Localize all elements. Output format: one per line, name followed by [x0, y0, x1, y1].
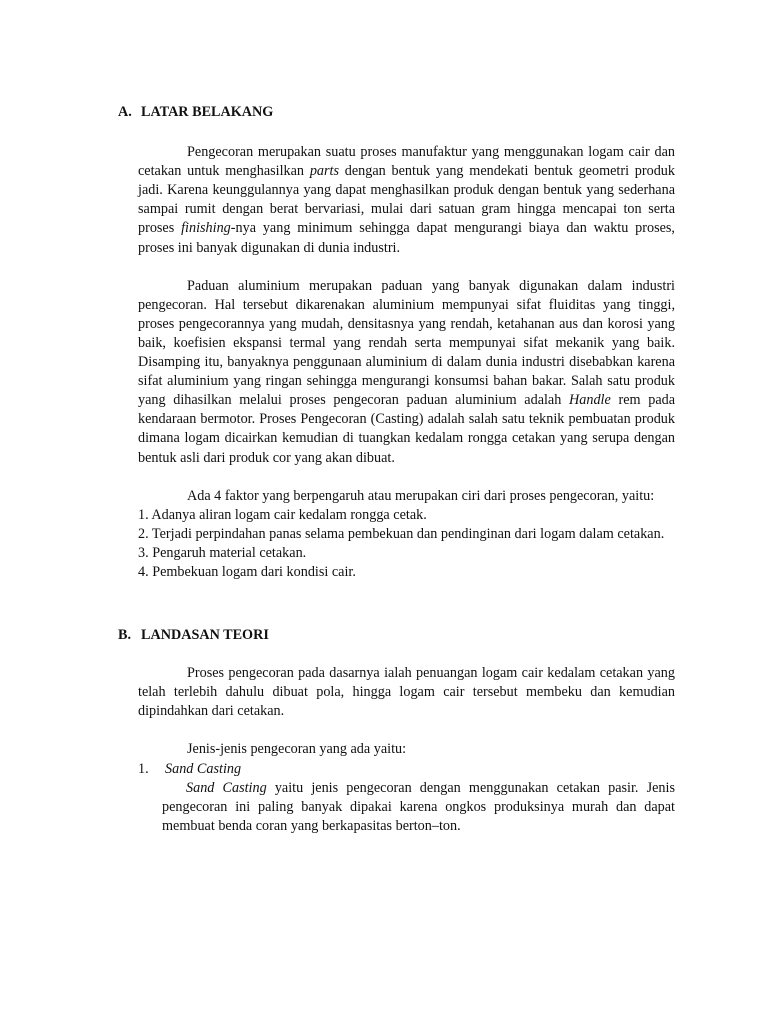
casting-type-paragraph — [162, 779, 675, 836]
italic-term: parts — [309, 163, 339, 180]
factor-list — [138, 506, 675, 582]
section-letter: B. — [118, 627, 132, 644]
casting-type-list — [138, 760, 675, 836]
paragraph-latar-3: Ada 4 faktor yang berpengaruh atau merupakan ciri dari proses pengecoran, yaitu: — [187, 487, 655, 504]
paragraph-latar-2 — [138, 277, 675, 468]
text-segment: -nya yang minimum sehingga dapat mengurangi biaya dan waktu proses, proses ini banyak digunakan di dunia industri. — [138, 220, 675, 256]
text-segment: dengan bentuk yang mendekati bentuk geometri produk jadi. Karena keunggulannya yang dapat menghasilkan produk dengan bentuk yang sederhana sampai rumit dengan berat bervariasi, mulai dari satuan gram hingga mencapai ton serta proses — [138, 163, 675, 237]
factor-item: 1. Adanya aliran logam cair kedalam rongga cetak. — [138, 506, 427, 523]
section-heading-b — [118, 626, 655, 645]
section-letter: A. — [118, 104, 132, 120]
factor-item: 4. Pembekuan logam dari kondisi cair. — [138, 563, 356, 580]
factor-item: 3. Pengaruh material cetakan. — [138, 544, 307, 561]
casting-type-number: 1. — [138, 760, 149, 777]
text-segment: Pengecoran merupakan suatu proses manufaktur yang menggunakan logam cair dan cetakan untuk menghasilkan — [138, 144, 675, 180]
paragraph-latar-1 — [138, 143, 675, 258]
text-segment: yaitu jenis pengecoran dengan menggunakan cetakan pasir. Jenis pengecoran ini paling banyak dipakai karena ongkos produksinya murah dan dapat membuat benda coran yang berkapasitas berton–ton. — [162, 779, 675, 834]
paragraph-landasan-2: Jenis-jenis pengecoran yang ada yaitu: — [187, 741, 407, 758]
casting-type-description — [162, 779, 675, 836]
section-title: LATAR BELAKANG — [141, 104, 274, 120]
paragraph-landasan-1: Proses pengecoran pada dasarnya ialah penuangan logam cair kedalam cetakan yang telah terlebih dahulu dibuat pola, hingga logam cair tersebut membeku dan kemudian dipindahkan dari cetakan. — [138, 665, 675, 720]
casting-type-title — [138, 760, 675, 779]
casting-type-name: Sand Casting — [165, 760, 242, 777]
section-title: LANDASAN TEORI — [141, 627, 269, 644]
text-segment: Paduan aluminium merupakan paduan yang banyak digunakan dalam industri pengecoran. Hal tersebut dikarenakan aluminium mempunyai sifat fluiditas yang tinggi, proses pengecorannya yang mudah, densitasnya yang rendah, ketahanan aus dan korosi yang baik, koefisien ekspansi termal yang rendah serta mempunyai sifat mekanik yang baik. Disamping itu, banyaknya penggunaan aluminium di dalam dunia industri disebabkan karena sifat aluminium yang ringan sehingga mengurangi konsumsi bahan bakar. Salah satu produk yang dihasilkan melalui proses pengecoran paduan aluminium adalah — [138, 277, 675, 409]
factor-item: 2. Terjadi perpindahan panas selama pembekuan dan pendinginan dari logam dalam cetakan. — [138, 525, 665, 542]
italic-term: Sand Casting — [186, 779, 267, 796]
document-content — [118, 103, 676, 836]
italic-term: Handle — [569, 392, 611, 409]
italic-term: finishing — [181, 220, 231, 237]
section-heading-a — [118, 103, 655, 122]
text-segment: rem pada kendaraan bermotor. Proses Pengecoran (Casting) adalah salah satu teknik pembuatan produk dimana logam dicairkan kemudian di tuangkan kedalam rongga cetakan yang serupa dengan bentuk asli dari produk cor yang akan dibuat. — [138, 392, 676, 466]
